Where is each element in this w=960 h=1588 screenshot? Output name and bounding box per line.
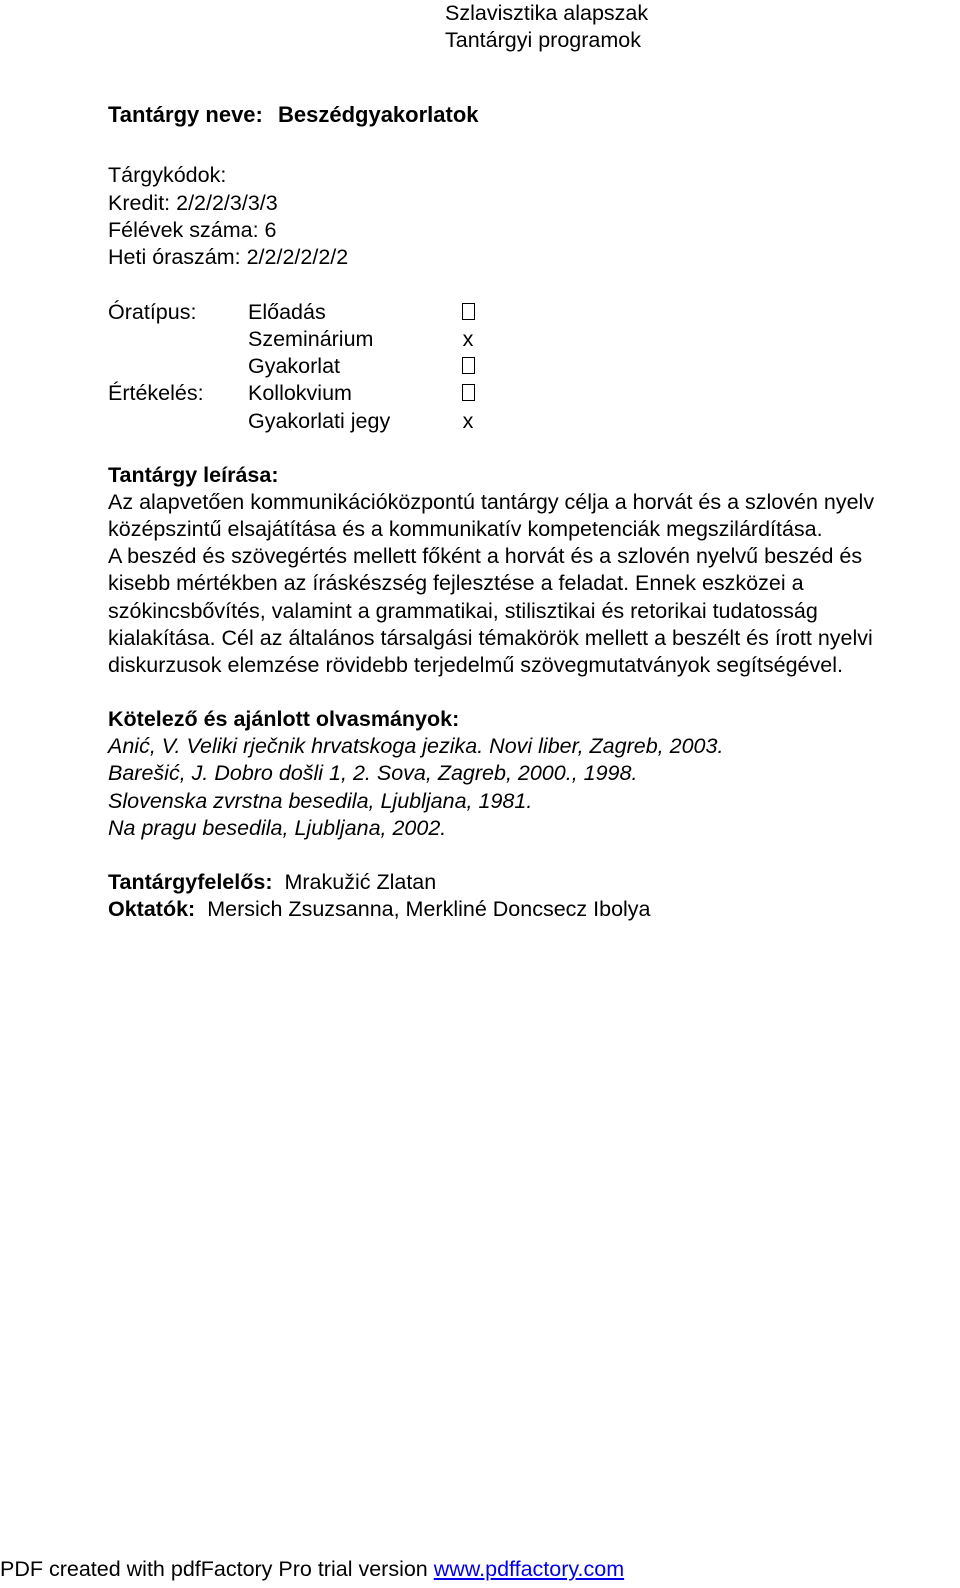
- reading-item: Slovenska zvrstna besedila, Ljubljana, 1981.: [108, 789, 533, 813]
- description-line: szókincsbővítés, valamint a grammatikai, stilisztikai és retorikai tudatosság: [108, 599, 818, 623]
- responsible-label: Tantárgyfelelős:: [108, 870, 273, 894]
- description-heading: Tantárgy leírása:: [108, 463, 279, 487]
- type-eloadas-label: Előadás: [248, 300, 326, 324]
- type-szeminarium-mark: x: [462, 327, 474, 351]
- empty-checkbox-icon: [462, 384, 475, 401]
- eval-gyakorlati-jegy-mark: x: [462, 409, 474, 433]
- type-gyakorlat-label: Gyakorlat: [248, 354, 341, 378]
- pdf-footer: [0, 1556, 624, 1583]
- description-line: középszintű elsajátítása és a kommunikatív kompetenciák megszilárdítása.: [108, 517, 823, 541]
- course-name-value: Beszédgyakorlatok: [277, 102, 479, 127]
- course-credit: Kredit: 2/2/2/3/3/3: [108, 191, 278, 215]
- description-line: A beszéd és szövegértés mellett főként a horvát és a szlovén nyelvű beszéd és: [108, 544, 863, 568]
- empty-checkbox-icon: [462, 357, 475, 374]
- footer-text: PDF created with pdfFactory Pro trial version: [0, 1557, 434, 1581]
- oratipus-label: Óratípus:: [108, 300, 197, 324]
- course-weekly-hours: Heti óraszám: 2/2/2/2/2/2: [108, 245, 349, 269]
- eval-kollokvium-label: Kollokvium: [248, 381, 352, 405]
- description-line: kialakítása. Cél az általános társalgási témakörök mellett a beszélt és írott nyelvi: [108, 626, 873, 650]
- course-semesters: Félévek száma: 6: [108, 218, 277, 242]
- description-line: Az alapvetően kommunikációközpontú tantárgy célja a horvát és a szlovén nyelv: [108, 490, 875, 514]
- program-title: Szlavisztika alapszak: [445, 1, 649, 25]
- type-szeminarium-label: Szeminárium: [248, 327, 374, 351]
- eval-kollokvium-mark: [460, 380, 476, 408]
- reading-item: Barešić, J. Dobro došli 1, 2. Sova, Zagreb, 2000., 1998.: [108, 761, 638, 785]
- description-line: kisebb mértékben az íráskészség fejlesztése a feladat. Ennek eszközei a: [108, 571, 804, 595]
- readings-heading: Kötelező és ajánlott olvasmányok:: [108, 707, 460, 731]
- ertekeles-label: Értékelés:: [108, 381, 204, 405]
- type-gyakorlat-mark: [460, 353, 476, 381]
- description-line: diskurzusok elemzése rövidebb terjedelmű szövegmutatványok segítségével.: [108, 653, 843, 677]
- reading-item: Na pragu besedila, Ljubljana, 2002.: [108, 816, 447, 840]
- teachers-label: Oktatók:: [108, 897, 196, 921]
- program-subtitle: Tantárgyi programok: [445, 28, 641, 52]
- course-code: Tárgykódok:: [108, 163, 227, 187]
- course-name-label: Tantárgy neve:: [108, 102, 263, 127]
- empty-checkbox-icon: [462, 303, 475, 320]
- eval-gyakorlati-jegy-label: Gyakorlati jegy: [248, 409, 391, 433]
- reading-item: Anić, V. Veliki rječnik hrvatskoga jezika. Novi liber, Zagreb, 2003.: [108, 734, 724, 758]
- type-eloadas-mark: [460, 299, 476, 327]
- responsible: [108, 869, 436, 897]
- course-name: [108, 101, 479, 129]
- responsible-value: Mrakužić Zlatan: [284, 870, 437, 894]
- teachers: [108, 896, 651, 924]
- teachers-value: Mersich Zsuzsanna, Merkliné Doncsecz Ibolya: [207, 897, 651, 921]
- pdffactory-link[interactable]: www.pdffactory.com: [433, 1557, 625, 1581]
